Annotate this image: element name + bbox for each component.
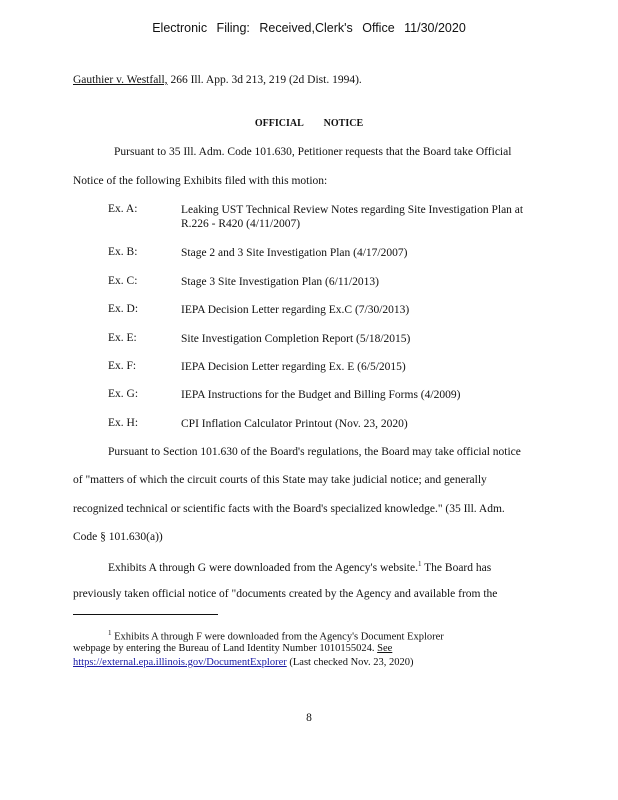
section-title: OFFICIAL NOTICE (254, 118, 364, 129)
exhibit-description: IEPA Instructions for the Budget and Billing Forms (4/2009) (181, 389, 461, 401)
regulation-line-3: recognized technical or scientific facts with the Board's specialized knowledge." (35 Ill. Adm. (73, 503, 505, 515)
exhibit-label: Ex. A: (108, 203, 138, 215)
exhibit-description: CPI Inflation Calculator Printout (Nov. 23, 2020) (181, 418, 408, 430)
footnote-text: webpage by entering the Bureau of Land Identity Number 1010155024. (73, 643, 375, 654)
exhibit-label: Ex. C: (108, 275, 138, 287)
exhibit-label: Ex. F: (108, 360, 137, 372)
footnote-text: Exhibits A through F were downloaded from the Agency's Document Explorer (114, 631, 444, 643)
filing-header: Electronic Filing: Received,Clerk's Office 11/30/2020 (152, 21, 466, 35)
exhibit-label: Ex. H: (108, 417, 139, 429)
exhibit-label: Ex. B: (108, 246, 138, 258)
exhibit-description: Stage 3 Site Investigation Plan (6/11/2013) (181, 276, 379, 288)
exhibits-line-1 (108, 560, 491, 574)
citation-reference: 266 Ill. App. 3d 213, 219 (2d Dist. 1994). (170, 74, 362, 86)
regulation-line-2: of "matters of which the circuit courts of this State may take judicial notice; and generally (73, 474, 487, 486)
exhibit-label: Ex. D: (108, 303, 139, 315)
exhibits-text: Exhibits A through G were downloaded from the Agency's website. (108, 561, 418, 574)
exhibit-description: Site Investigation Completion Report (5/18/2015) (181, 333, 411, 345)
footnote-separator (73, 614, 218, 615)
case-name: Gauthier v. Westfall, (73, 74, 168, 86)
footnote-line-2 (73, 643, 392, 654)
see-signal: See (377, 643, 393, 654)
page-number: 8 (306, 712, 312, 724)
footnote-marker: 1 (108, 629, 112, 637)
exhibits-line-2: previously taken official notice of "documents created by the Agency and available from the (73, 588, 498, 600)
footnote-line-1 (108, 629, 444, 643)
exhibit-description: IEPA Decision Letter regarding Ex.C (7/30/2013) (181, 304, 410, 316)
exhibit-description: IEPA Decision Letter regarding Ex. E (6/5/2015) (181, 361, 406, 373)
exhibits-text-end: The Board has (424, 561, 492, 574)
document-explorer-link[interactable]: https://external.epa.illinois.gov/DocumentExplorer (73, 657, 287, 668)
regulation-line-1: Pursuant to Section 101.630 of the Board's regulations, the Board may take official notice (108, 446, 521, 458)
case-citation (73, 74, 362, 86)
intro-line-1: Pursuant to 35 Ill. Adm. Code 101.630, Petitioner requests that the Board take Official (114, 146, 512, 158)
footnote-line-3 (73, 657, 414, 668)
exhibit-description: Leaking UST Technical Review Notes regarding Site Investigation Plan at R.226 - R420 (4/11/2007) (181, 204, 524, 230)
intro-line-2: Notice of the following Exhibits filed with this motion: (73, 175, 328, 187)
footnote-last-checked: (Last checked Nov. 23, 2020) (289, 657, 414, 668)
exhibit-label: Ex. G: (108, 388, 139, 400)
regulation-line-4: Code § 101.630(a)) (73, 531, 163, 543)
exhibit-description: Stage 2 and 3 Site Investigation Plan (4/17/2007) (181, 247, 408, 259)
footnote-reference: 1 (417, 560, 422, 568)
exhibit-label: Ex. E: (108, 332, 137, 344)
